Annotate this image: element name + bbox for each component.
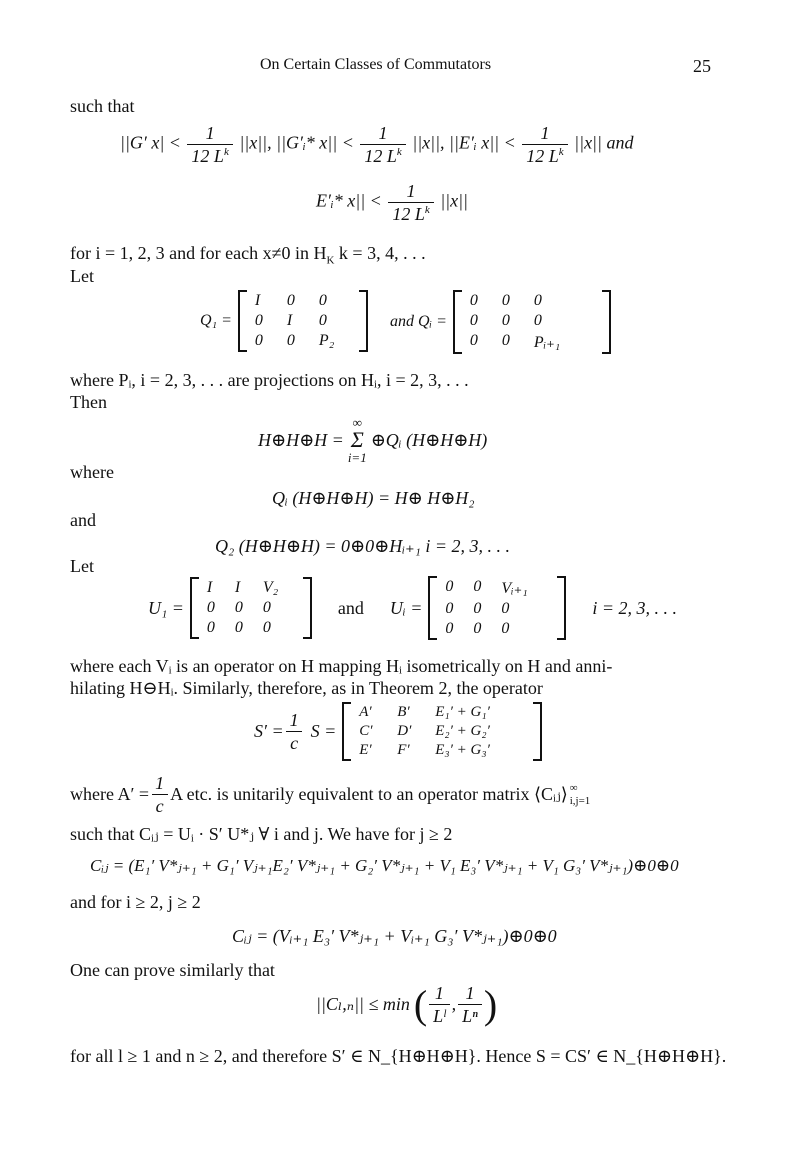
eq-cij-1: Cᵢⱼ = (E₁′ V*ⱼ₊₁ + G₁′ Vⱼ₊₁E₂′ V*ⱼ₊₁ + G₂′ V*ⱼ₊₁ + V₁ E₃′ V*ⱼ₊₁ + V₁ G₃′ V*ⱼ₊₁)⊕0⊕0 [90, 856, 679, 875]
ui-matrix: 0 0 Vᵢ₊₁ 0 0 0 0 0 0 [428, 576, 566, 640]
sum-equation: H⊕H⊕H = ∞ Σ i=1 ⊕Qᵢ (H⊕H⊕H) [258, 415, 488, 465]
min-equation: ||Cₗ,ₙ|| ≤ min ( $\frac{1}{\text{Lˡ}}$ , $\frac{1}{\text{Lⁿ}}$ ) [316, 981, 498, 1027]
final-line: for all l ≥ 1 and n ≥ 2, and therefore S′ ∈ N_{H⊕H⊕H}. Hence S = CS′ ∈ N_{H⊕H⊕H}. [70, 1046, 727, 1066]
cond-g: ||G′ x| < [120, 132, 181, 153]
then-text: Then [70, 392, 107, 412]
such-that-text: such that [70, 96, 135, 116]
fraction: $\frac{1}{12 L^k}$ [522, 124, 567, 165]
u1-matrix-eq: U₁ = I I V₂ 0 0 0 0 0 0 and Uᵢ = 0 0 Vᵢ₊₁ 0 0 0 0 0 0 i = 2, 3, . . . [148, 576, 677, 640]
fraction: $\frac{1}{12 L^k}$ [360, 124, 405, 165]
qi-matrix-eq: and Qᵢ = 0 0 0 0 0 0 0 0 Pᵢ₊₁ [390, 290, 611, 354]
u1-matrix: I I V₂ 0 0 0 0 0 0 [190, 577, 312, 639]
let-text: Let [70, 266, 94, 286]
s-matrix: A′ B′ E₁′ + G₁′ C′ D′ E₂′ + G₂′ E′ F′ E₃′ + G₃′ [342, 702, 542, 761]
and-text: and [70, 510, 96, 530]
eq-qi: Qᵢ (H⊕H⊕H) = H⊕ H⊕H₂ [272, 488, 475, 508]
q1-matrix-eq: Q₁ = I 0 0 0 I 0 0 0 P₂ [200, 290, 368, 352]
fraction: $\frac{1}{12 L^k}$ [187, 124, 232, 165]
paragraph-line-2: hilating H⊖Hᵢ. Similarly, therefore, as in Theorem 2, the operator [70, 678, 543, 698]
qi-matrix: 0 0 0 0 0 0 0 0 Pᵢ₊₁ [453, 290, 611, 354]
paragraph-line-1: where each Vᵢ is an operator on H mapping Hᵢ isometrically on H and anni- [70, 656, 613, 676]
fraction: $\frac{1}{\text{Lˡ}}$ [429, 984, 449, 1025]
running-title: On Certain Classes of Commutators [260, 56, 492, 73]
q1-matrix: I 0 0 0 I 0 0 0 P₂ [238, 290, 368, 352]
fraction: $\frac{1}{\text{Lⁿ}}$ [458, 984, 482, 1025]
where-text: where [70, 462, 114, 482]
s-prime-eq: S′ = $\frac{1}{c}$ S = A′ B′ E₁′ + G₁′ C′ D′ E₂′ + G₂′ E′ F′ E₃′ + G₃′ [254, 702, 542, 761]
and-for-text: and for i ≥ 2, j ≥ 2 [70, 892, 201, 912]
cond-ei: ||E′ᵢ x|| < [449, 132, 516, 153]
inequality-line-2: E′ᵢ* x|| < $\frac{1}{12 L^k}$ ||x|| [316, 181, 469, 224]
page-number: 25 [693, 56, 711, 76]
such-cij-text: such that Cᵢⱼ = Uᵢ · S′ U*ⱼ ∀ i and j. We have for j ≥ 2 [70, 824, 453, 844]
fraction: $\frac{1}{12 L^k}$ [388, 182, 433, 223]
for-i-line: for i = 1, 2, 3 and for each x≠0 in $H_K$ k = 3, 4, . . . [70, 243, 426, 267]
where-a-line: where A′ = $\frac{1}{c}$ A etc. is unitarily equivalent to an operator matrix ⟨Cᵢⱼ⟩ ∞ i,j=1 [70, 773, 591, 816]
let-text-2: Let [70, 556, 94, 576]
fraction: $\frac{1}{c}$ [151, 774, 168, 815]
one-can-text: One can prove similarly that [70, 960, 275, 980]
where-p-text: where Pᵢ, i = 2, 3, . . . are projections on Hᵢ, i = 2, 3, . . . [70, 370, 469, 390]
eq-q2: Q₂ (H⊕H⊕H) = 0⊕0⊕Hᵢ₊₁ i = 2, 3, . . . [215, 536, 510, 556]
inequality-line: ||G′ x| < $\frac{1}{12 L^k}$ ||x||, ||G′ᵢ* x|| < $\frac{1}{12 L^k}$ ||x||, ||E′ᵢ x|| < $\frac{1}{12 L^k}$ ||x|| and [120, 123, 634, 166]
cond-gi: ||G′ᵢ* x|| < [276, 132, 354, 153]
fraction: $\frac{1}{c}$ [286, 711, 303, 752]
eq-cij-2: Cᵢⱼ = (Vᵢ₊₁ E₃′ V*ⱼ₊₁ + Vᵢ₊₁ G₃′ V*ⱼ₊₁)⊕0⊕0 [232, 926, 557, 946]
sum-symbol: ∞ Σ i=1 [347, 415, 367, 465]
